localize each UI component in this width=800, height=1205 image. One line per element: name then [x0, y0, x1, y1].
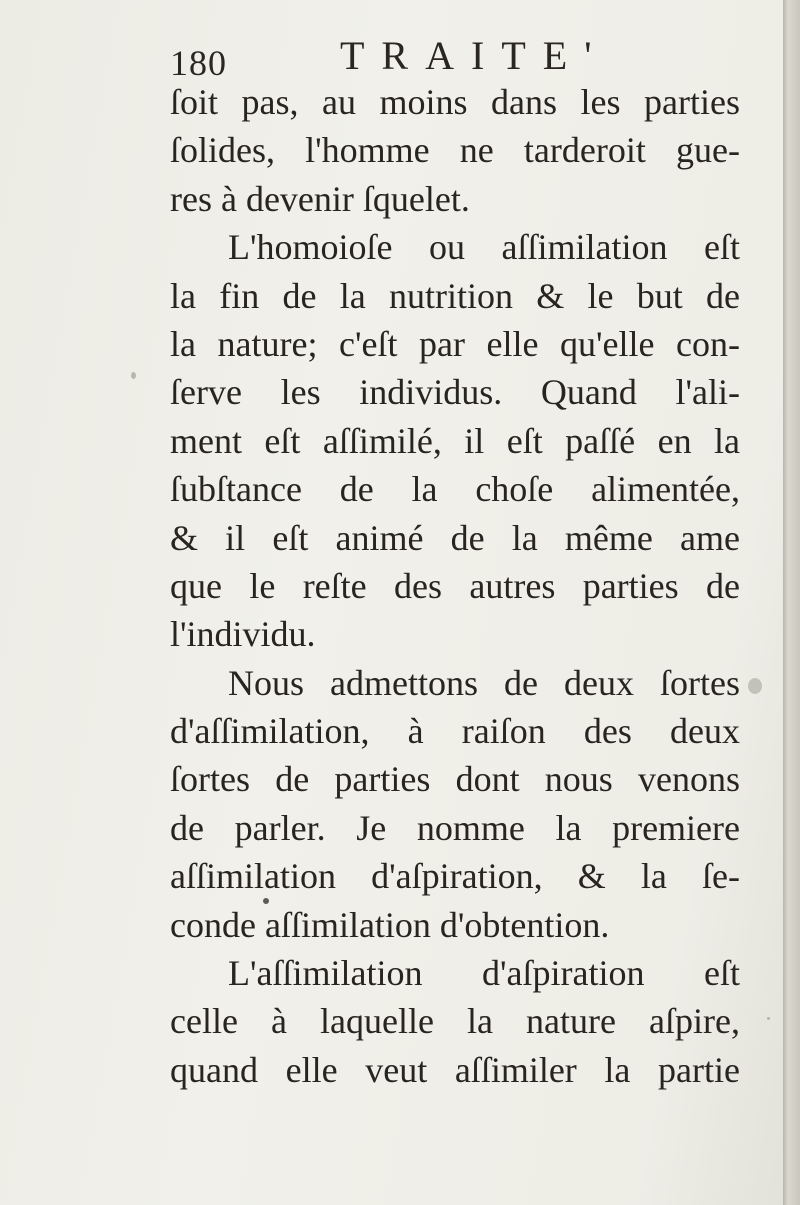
running-head: TRAITE': [340, 33, 609, 78]
text-line: ſubſtance de la choſe alimentée,: [170, 469, 740, 510]
paper-speck: [131, 372, 136, 379]
page-edge: [783, 0, 800, 1205]
text-line: ment eſt aſſimilé, il eſt paſſé en la: [170, 420, 740, 461]
text-line: que le reſte des autres parties de: [170, 565, 740, 606]
text-line: ſortes de parties dont nous venons: [170, 759, 740, 800]
page-number: 180: [170, 43, 227, 83]
text-line: quand elle veut aſſimiler la partie: [170, 1049, 740, 1090]
text-line: res à devenir ſquelet.: [170, 178, 470, 219]
text-line: L'aſſimilation d'aſpiration eſt: [228, 953, 740, 994]
text-line: ſerve les individus. Quand l'ali-: [170, 372, 740, 413]
text-line: la nature; c'eſt par elle qu'elle con-: [170, 323, 740, 364]
text-line: ſolides, l'homme ne tarderoit gue-: [170, 130, 740, 171]
text-line: de parler. Je nomme la premiere: [170, 807, 740, 848]
text-line: celle à laquelle la nature aſpire,: [170, 1001, 740, 1042]
text-line: l'individu.: [170, 614, 316, 655]
text-line: aſſimilation d'aſpiration, & la ſe-: [170, 856, 740, 897]
text-line: & il eſt animé de la même ame: [170, 517, 740, 558]
paper-speck: [263, 898, 269, 904]
body-text: [170, 78, 740, 1094]
text-line: d'aſſimilation, à raiſon des deux: [170, 711, 740, 752]
text-line: ſoit pas, au moins dans les parties: [170, 82, 740, 122]
text-line: L'homoioſe ou aſſimilation eſt: [228, 227, 740, 268]
text-line: conde aſſimilation d'obtention.: [170, 904, 610, 945]
paper-speck: [767, 1017, 770, 1020]
page-header: [170, 30, 750, 83]
paper-speck: [748, 678, 762, 694]
text-line: la fin de la nutrition & le but de: [170, 275, 740, 316]
text-line: Nous admettons de deux ſortes: [228, 662, 740, 703]
